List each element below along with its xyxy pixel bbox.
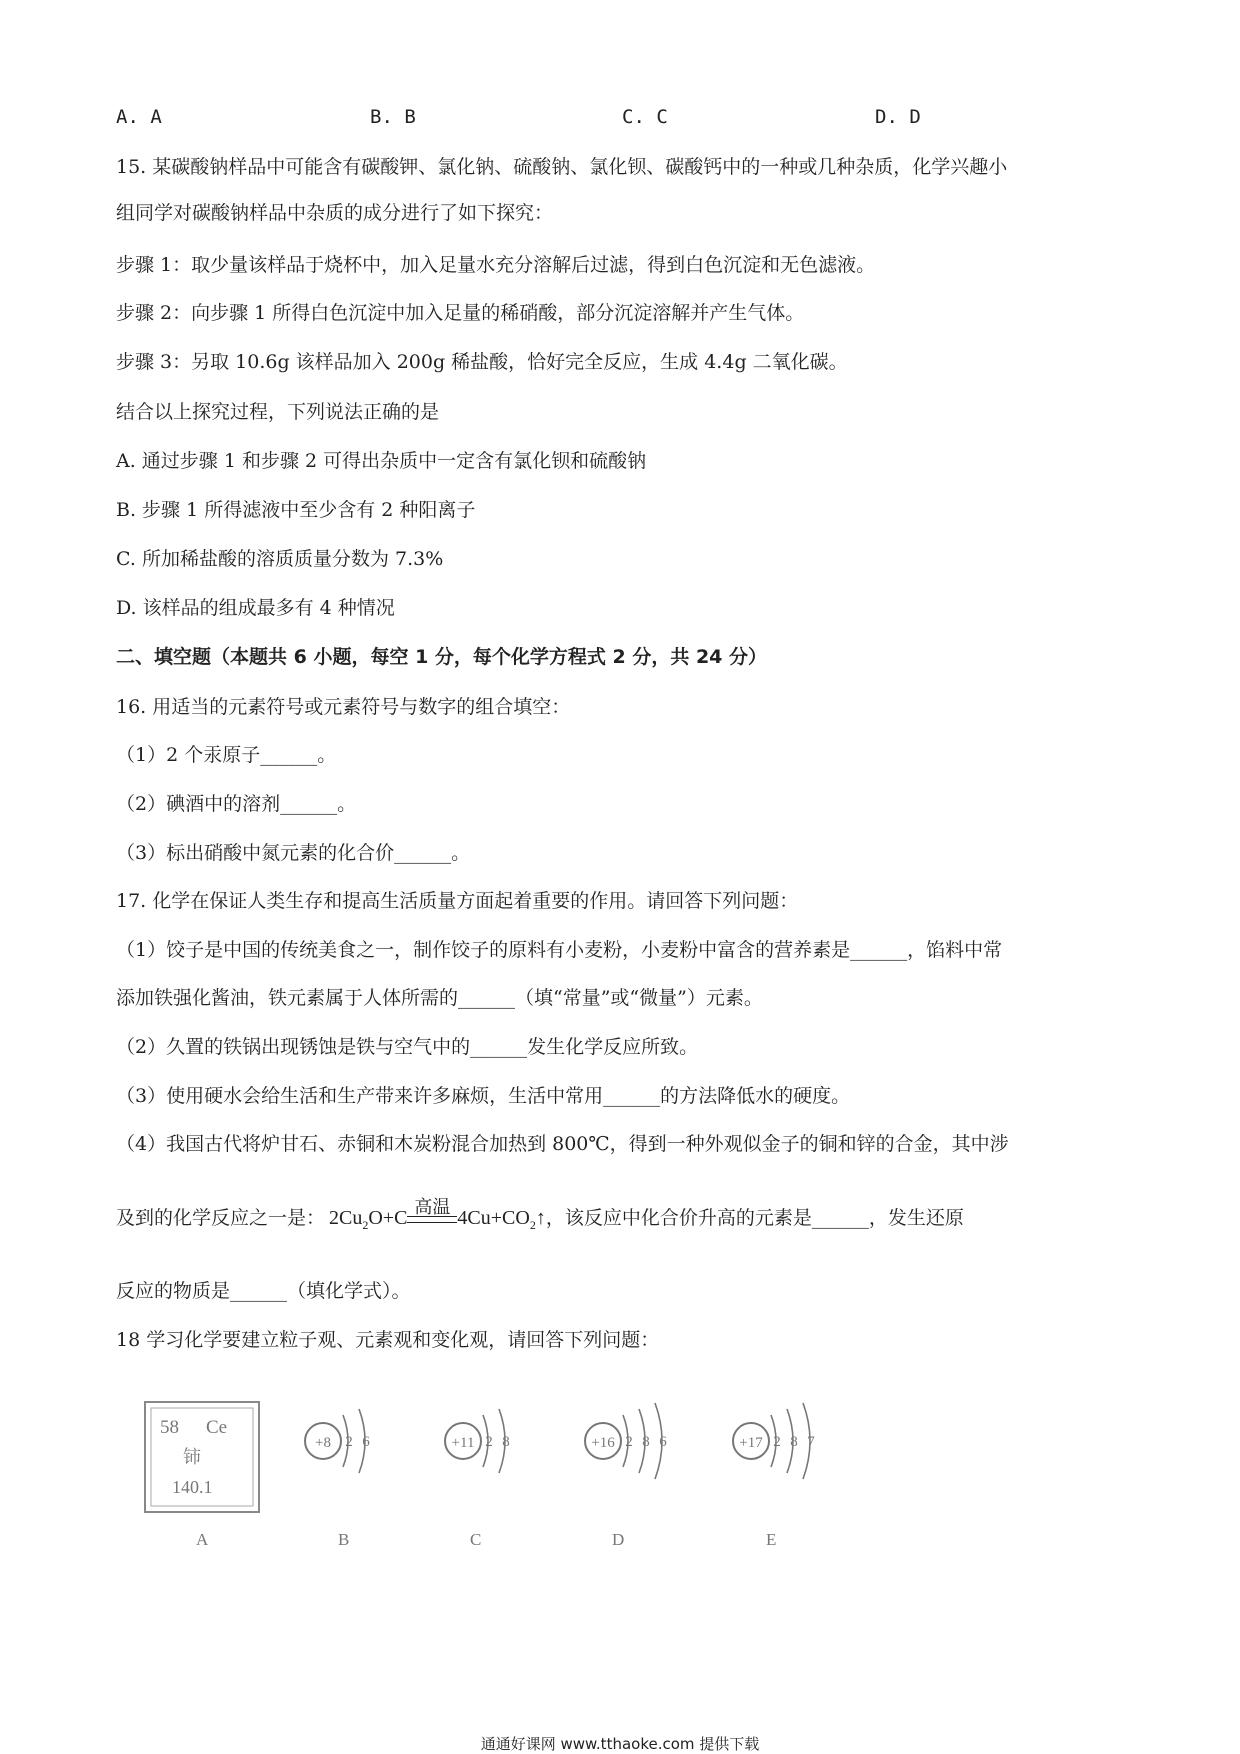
nucleus-c-charge: +11 [451,1435,475,1451]
nucleus-d-charge: +16 [591,1435,615,1451]
q17-part3: （3）使用硬水会给生活和生产带来许多麻烦，生活中常用______的方法降低水的硬度。 [116,1085,851,1107]
q15-stem-line2: 组同学对碳酸钠样品中杂质的成分进行了如下探究： [116,202,554,224]
shell-electrons: 6 [659,1434,667,1450]
q15-option-a: A. 通过步骤 1 和步骤 2 可得出杂质中一定含有氯化钡和硫酸钠 [116,450,647,472]
q15-option-c: C. 所加稀盐酸的溶质质量分数为 7.3% [116,548,444,570]
atom-structure-e [733,1403,815,1479]
eq-left-part1: 2Cu [329,1207,363,1229]
gas-arrow: ↑ [535,1207,546,1229]
nucleus-e-charge: +17 [739,1435,763,1451]
figure-label-e: E [766,1530,777,1549]
element-name: 铈 [183,1447,201,1468]
shell-electrons: 2 [625,1434,633,1450]
figure-label-c: C [470,1530,482,1549]
q16-part2: （2）碘酒中的溶剂______。 [116,793,357,815]
atom-structure-d [585,1403,667,1479]
shell-electrons: 8 [790,1434,798,1450]
page-footer: 通通好课网 www.tthaoke.com 提供下载 [480,1735,760,1753]
shell-electrons: 2 [485,1434,493,1450]
figure-label-a: A [196,1530,209,1549]
atomic-mass: 140.1 [172,1477,213,1497]
q15-step3: 步骤 3：另取 10.6g 该样品加入 200g 稀盐酸，恰好完全反应，生成 4.4g 二氧化碳。 [116,351,848,373]
eq-right-part1: 4Cu+CO [457,1207,530,1229]
q14-option-b: B. B [370,106,416,128]
q18-stem: 18 学习化学要建立粒子观、元素观和变化观，请回答下列问题： [116,1329,660,1351]
q14-option-a: A. A [116,106,162,128]
eq-left-part2: O+C [368,1207,408,1229]
q17-part4-line2 [116,1197,964,1239]
figure-label-d: D [612,1530,625,1549]
shell-electrons: 8 [642,1434,650,1450]
figures-svg [140,1395,940,1555]
shell-electrons: 8 [502,1434,510,1450]
nucleus-b-charge: +8 [315,1435,331,1451]
q15-stem-line1: 15. 某碳酸钠样品中可能含有碳酸钾、氯化钠、硫酸钠、氯化钡、碳酸钙中的一种或几种杂质，化学兴趣小 [116,156,1008,178]
element-card [145,1402,259,1512]
q14-option-c: C. C [622,106,668,128]
element-symbol: Ce [206,1417,228,1438]
q16-part3: （3）标出硝酸中氮元素的化合价______。 [116,842,471,864]
q17-part2: （2）久置的铁锅出现锈蚀是铁与空气中的______发生化学反应所致。 [116,1036,699,1058]
q17-part4-question: ，该反应中化合价升高的元素是______，发生还原 [545,1207,964,1229]
q16-stem: 16. 用适当的元素符号或元素符号与数字的组合填空： [116,696,571,718]
condition-label: 高温 [414,1197,451,1218]
atom-structure-b [305,1409,370,1473]
shell-electrons: 2 [773,1434,781,1450]
q16-part1: （1）2 个汞原子______。 [116,744,337,766]
figure-label-b: B [338,1530,350,1549]
q15-question: 结合以上探究过程，下列说法正确的是 [116,401,440,423]
q18-figures [140,1395,940,1555]
q17-stem: 17. 化学在保证人类生存和提高生活质量方面起着重要的作用。请回答下列问题： [116,890,799,912]
shell-electrons: 2 [345,1434,353,1450]
atomic-number: 58 [160,1417,179,1438]
q17-part4-intro: 及到的化学反应之一是： [116,1207,326,1229]
q14-option-d: D. D [875,106,921,128]
q17-part4-line1: （4）我国古代将炉甘石、赤铜和木炭粉混合加热到 800℃，得到一种外观似金子的铜和锌的合金，其中涉 [116,1133,1009,1155]
shell-electrons: 7 [807,1434,815,1450]
q15-step1: 步骤 1：取少量该样品于烧杯中，加入足量水充分溶解后过滤，得到白色沉淀和无色滤液。 [116,254,876,276]
q17-part1-line2: 添加铁强化酱油，铁元素属于人体所需的______（填“常量”或“微量”）元素。 [116,987,763,1009]
shell-electrons: 6 [362,1434,370,1450]
section-heading: 二、填空题（本题共 6 小题，每空 1 分，每个化学方程式 2 分，共 24 分） [116,646,768,668]
q15-option-d: D. 该样品的组成最多有 4 种情况 [116,597,395,619]
eq-left-subscript: 2 [362,1218,369,1232]
q17-part1-line1: （1）饺子是中国的传统美食之一，制作饺子的原料有小麦粉，小麦粉中富含的营养素是______，馅料中常 [116,939,1003,961]
atom-structure-c [445,1409,510,1473]
q15-option-b: B. 步骤 1 所得滤液中至少含有 2 种阳离子 [116,499,476,521]
eq-right-subscript: 2 [529,1218,536,1232]
q14-options [116,106,1016,134]
chemical-equation [329,1197,546,1239]
q15-step2: 步骤 2：向步骤 1 所得白色沉淀中加入足量的稀硝酸，部分沉淀溶解并产生气体。 [116,302,805,324]
q17-part4-line3: 反应的物质是______（填化学式）。 [116,1280,411,1302]
